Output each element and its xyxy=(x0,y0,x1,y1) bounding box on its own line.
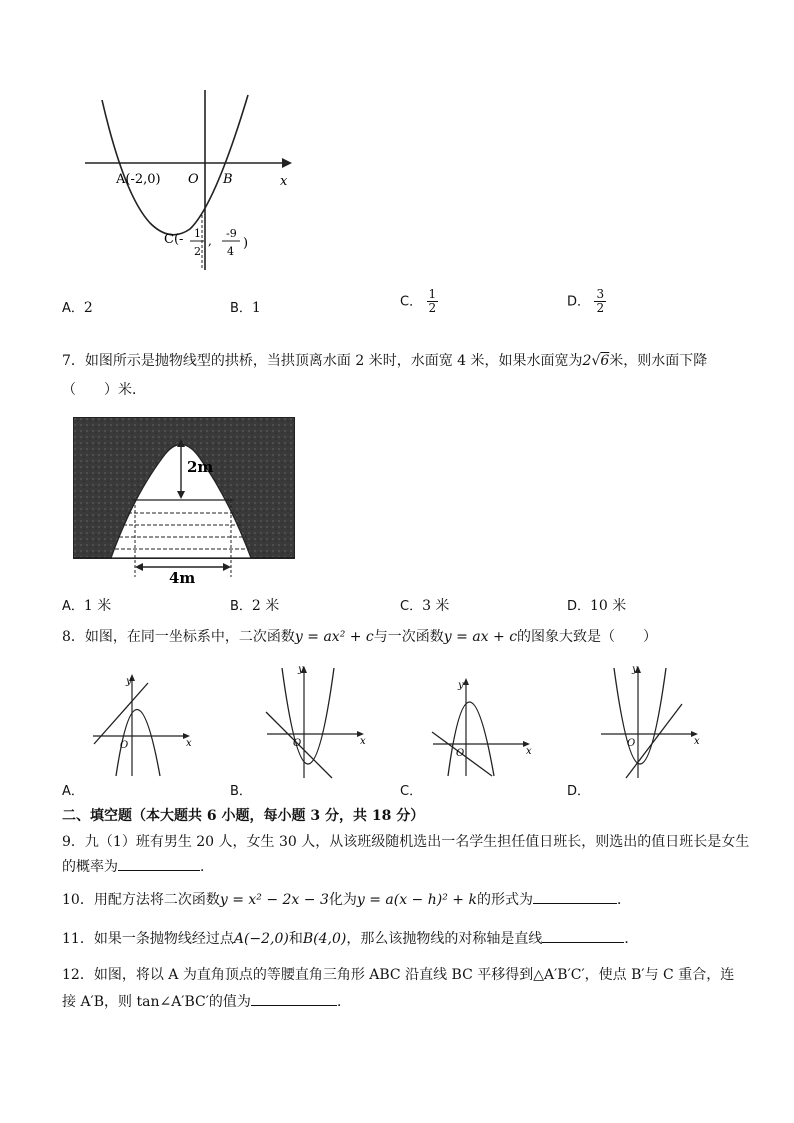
q9-question-line2 xyxy=(62,856,214,878)
q12-question-line2 xyxy=(62,991,351,1013)
q12-answer-blank[interactable] xyxy=(251,991,337,1006)
q9-answer-blank[interactable] xyxy=(118,856,200,871)
option-label: C． xyxy=(400,294,423,310)
fraction-numerator: 3 xyxy=(596,287,605,301)
origin-label: O xyxy=(293,738,302,749)
q6-c-frac1-num: 1 xyxy=(194,227,201,240)
origin-label: O xyxy=(120,740,129,751)
option-label: B． xyxy=(230,599,252,614)
option-value: 3 米 xyxy=(422,598,450,614)
q12-end: ． xyxy=(336,994,351,1010)
q8-option-b[interactable] xyxy=(230,780,252,799)
q10-end: ． xyxy=(616,892,631,908)
q8-quadratic: y = ax² + c xyxy=(294,629,374,645)
q6-option-c[interactable] xyxy=(400,288,438,315)
q8-text-a: 8．如图，在同一坐标系中，二次函数 xyxy=(62,629,295,645)
q11-text-b: 和 xyxy=(288,931,303,947)
q6-c-frac2-num: -9 xyxy=(226,227,237,240)
q8-graph-a[interactable] xyxy=(88,668,198,780)
axis-x-label: x xyxy=(360,736,366,747)
q8-text-b: 与一次函数 xyxy=(373,629,444,645)
option-value: 10 米 xyxy=(590,598,627,614)
origin-label: O xyxy=(456,748,465,759)
q7-text-b: 米，则水面下降 xyxy=(609,353,708,369)
option-label: D． xyxy=(567,294,591,310)
q10-answer-blank[interactable] xyxy=(533,889,617,904)
q12-text: 接 A′B，则 tan∠A′BC′的值为 xyxy=(62,994,251,1010)
q11-question xyxy=(62,928,638,950)
q10-text-a: 10．用配方法将二次函数 xyxy=(62,892,220,908)
q7-option-a[interactable] xyxy=(62,595,111,615)
q10-question xyxy=(62,889,631,911)
option-value: 2 xyxy=(83,300,93,316)
q12-question-line1: 12．如图，将以 A 为直角顶点的等腰直角三角形 ABC 沿直线 BC 平移得到△A′B′C′，使点 B′与 C 重合，连 xyxy=(62,967,735,983)
q7-radicand: 6 xyxy=(600,353,610,369)
q6-point-a-label: A(-2,0) xyxy=(116,172,161,187)
q8-option-c[interactable] xyxy=(400,780,422,799)
q10-text-c: 的形式为 xyxy=(476,892,533,908)
q11-text-a: 11．如果一条抛物线经过点 xyxy=(62,931,234,947)
q8-option-a[interactable] xyxy=(62,780,84,799)
option-label: C． xyxy=(400,784,423,799)
q9-question-line1: 9．九（1）班有男生 20 人，女生 30 人，从该班级随机选出一名学生担任值日班长，则选出的值日班长是女生 xyxy=(62,834,750,850)
option-label: C． xyxy=(400,599,423,614)
q7-height-label: 2m xyxy=(187,458,214,476)
q10-function: y = x² − 2x − 3 xyxy=(219,892,329,908)
q9-text: 的概率为 xyxy=(62,859,118,875)
option-label: B． xyxy=(230,784,252,799)
option-label: D． xyxy=(567,599,591,614)
q8-question xyxy=(62,626,657,648)
q8-graph-d[interactable] xyxy=(596,660,706,780)
option-label: A． xyxy=(62,301,84,316)
option-value: 1 xyxy=(251,300,261,316)
q7-option-d[interactable] xyxy=(567,595,626,615)
q11-answer-blank[interactable] xyxy=(542,928,624,943)
q10-text-b: 化为 xyxy=(328,892,357,908)
axis-y-label: y xyxy=(632,664,638,675)
q7-radical-coef: 2 xyxy=(582,353,592,369)
q11-text-c: ，那么该抛物线的对称轴是直线 xyxy=(346,931,543,947)
axis-x-label: x xyxy=(694,736,700,747)
q7-text-a: 7．如图所示是抛物线型的拱桥，当拱顶离水面 2 米时，水面宽 4 米，如果水面宽为 xyxy=(62,353,583,369)
option-label: A． xyxy=(62,784,84,799)
q10-vertex-form: y = a(x − h)² + k xyxy=(356,892,477,908)
q7-option-b[interactable] xyxy=(230,595,279,615)
option-label: B． xyxy=(230,301,252,316)
fraction-denominator: 2 xyxy=(428,301,437,315)
q9-end: ． xyxy=(200,859,214,875)
q6-c-sep: , xyxy=(208,234,212,248)
q11-end: ． xyxy=(624,931,639,947)
q7-width-label: 4m xyxy=(169,569,196,585)
axis-y-label: y xyxy=(126,676,132,687)
q6-origin-label: O xyxy=(188,172,199,187)
q7-radical-expression: 2√6 xyxy=(582,353,610,369)
q6-x-axis-label: x xyxy=(280,174,288,189)
option-label: D． xyxy=(567,784,591,799)
q8-text-c: 的图象大致是（ ） xyxy=(517,629,658,645)
option-value: 1 米 xyxy=(83,598,112,614)
option-label: A． xyxy=(62,599,84,614)
q7-question-line2: （ ）米． xyxy=(62,382,146,398)
q11-point-a: A(−2,0) xyxy=(233,931,289,947)
q6-point-b-label: B xyxy=(223,172,233,187)
option-value: 2 米 xyxy=(251,598,280,614)
q6-option-d[interactable] xyxy=(567,288,606,315)
axis-x-label: x xyxy=(186,738,192,749)
option-fraction xyxy=(594,288,606,315)
origin-label: O xyxy=(627,738,636,749)
fraction-numerator: 1 xyxy=(428,287,437,301)
q6-c-close: ) xyxy=(243,236,249,251)
q8-graph-b[interactable] xyxy=(262,660,372,780)
q6-c-frac2-den: 4 xyxy=(227,245,234,258)
axis-y-label: y xyxy=(298,664,304,675)
axis-x-label: x xyxy=(526,746,532,757)
option-fraction xyxy=(427,288,439,315)
q7-option-c[interactable] xyxy=(400,595,449,615)
q6-parabola-figure xyxy=(80,85,310,275)
q8-linear: y = ax + c xyxy=(443,629,518,645)
q8-graph-c[interactable] xyxy=(428,668,538,780)
q7-question-line1 xyxy=(62,350,707,372)
q7-bridge-figure xyxy=(73,417,295,585)
q6-option-b[interactable] xyxy=(230,297,261,316)
fraction-denominator: 2 xyxy=(596,301,605,315)
q8-option-d[interactable] xyxy=(567,780,590,799)
q11-point-b: B(4,0) xyxy=(302,931,347,947)
q6-option-a[interactable] xyxy=(62,297,93,316)
q6-point-c-label: C(- xyxy=(164,232,184,247)
axis-y-label: y xyxy=(458,680,464,691)
section-heading-fill-in: 二、填空题（本大题共 6 小题，每小题 3 分，共 18 分） xyxy=(62,808,425,824)
q6-c-frac1-den: 2 xyxy=(194,245,201,258)
